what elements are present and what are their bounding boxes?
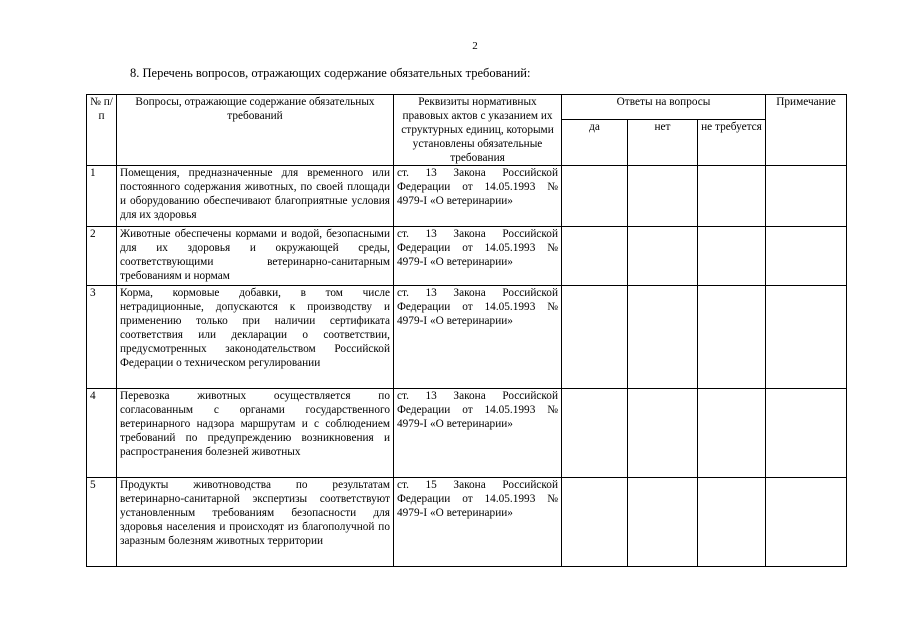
answer-yes-cell[interactable]	[562, 478, 628, 567]
answer-not-required-cell[interactable]	[698, 227, 766, 286]
table-row	[87, 478, 847, 567]
answer-yes-cell[interactable]	[562, 166, 628, 227]
requirements-table	[86, 94, 847, 567]
answer-no-cell[interactable]	[628, 166, 698, 227]
table-row	[87, 166, 847, 227]
answer-yes-cell[interactable]	[562, 389, 628, 478]
requisites-cell: ст. 15 Закона Российской Федерации от 14.05.1993 № 4979-I «О ветеринарии»	[394, 478, 562, 567]
answer-no-cell[interactable]	[628, 227, 698, 286]
question-text: Перевозка животных осуществляется по согласованным с органами государственного ветеринарного надзора маршрутам и с соблюдением требований по предупреждению возникновения и распространения болезней животных	[120, 390, 390, 458]
note-cell[interactable]	[766, 286, 847, 389]
answer-not-required-cell[interactable]	[698, 286, 766, 389]
header-note: Примечание	[766, 95, 847, 166]
question-text: Продукты животноводства по результатам ветеринарно-санитарной экспертизы соответствуют установленным требованиям безопасности для здоровья населения и происходят из благополучной по заразным болезням животных территории	[120, 479, 390, 547]
row-number: 2	[87, 227, 117, 286]
header-yes: да	[562, 120, 628, 166]
table-row	[87, 227, 847, 286]
question-cell	[117, 166, 394, 227]
requisites-cell: ст. 13 Закона Российской Федерации от 14.05.1993 № 4979-I «О ветеринарии»	[394, 227, 562, 286]
answer-no-cell[interactable]	[628, 389, 698, 478]
question-text: Животные обеспечены кормами и водой, безопасными для их здоровья и окружающей среды, соответствующими ветеринарно-санитарным требованиям и нормам	[120, 228, 390, 282]
requisites-cell: ст. 13 Закона Российской Федерации от 14.05.1993 № 4979-I «О ветеринарии»	[394, 286, 562, 389]
row-number: 4	[87, 389, 117, 478]
row-number: 1	[87, 166, 117, 227]
row-number: 5	[87, 478, 117, 567]
table-row	[87, 286, 847, 389]
header-answers: Ответы на вопросы	[562, 95, 766, 120]
question-cell	[117, 478, 394, 567]
question-cell	[117, 389, 394, 478]
question-text: Корма, кормовые добавки, в том числе нетрадиционные, допускаются к производству и применению только при наличии сертификата соответствия или декларации о соответствии, предусмотренных законодательством Российской Федерации о техническом регулировании	[120, 287, 390, 369]
header-questions: Вопросы, отражающие содержание обязательных требований	[117, 95, 394, 166]
requisites-cell: ст. 13 Закона Российской Федерации от 14.05.1993 № 4979-I «О ветеринарии»	[394, 389, 562, 478]
header-no: нет	[628, 120, 698, 166]
answer-yes-cell[interactable]	[562, 227, 628, 286]
row-number: 3	[87, 286, 117, 389]
note-cell[interactable]	[766, 166, 847, 227]
answer-not-required-cell[interactable]	[698, 389, 766, 478]
section-title: 8. Перечень вопросов, отражающих содержание обязательных требований:	[130, 66, 531, 80]
answer-not-required-cell[interactable]	[698, 166, 766, 227]
note-cell[interactable]	[766, 227, 847, 286]
page-number: 2	[472, 40, 478, 52]
header-requisites: Реквизиты нормативных правовых актов с указанием их структурных единиц, которыми установлены обязательные требования	[394, 95, 562, 166]
table-row	[87, 389, 847, 478]
question-text: Помещения, предназначенные для временного или постоянного содержания животных, по своей площади и оборудованию обеспечивают благоприятные условия для их здоровья	[120, 167, 390, 221]
answer-not-required-cell[interactable]	[698, 478, 766, 567]
answer-no-cell[interactable]	[628, 286, 698, 389]
requisites-cell: ст. 13 Закона Российской Федерации от 14.05.1993 № 4979-I «О ветеринарии»	[394, 166, 562, 227]
note-cell[interactable]	[766, 389, 847, 478]
header-not-required: не требуется	[698, 120, 766, 166]
note-cell[interactable]	[766, 478, 847, 567]
answer-yes-cell[interactable]	[562, 286, 628, 389]
question-cell	[117, 286, 394, 389]
header-num: № п/п	[87, 95, 117, 166]
question-cell	[117, 227, 394, 286]
answer-no-cell[interactable]	[628, 478, 698, 567]
